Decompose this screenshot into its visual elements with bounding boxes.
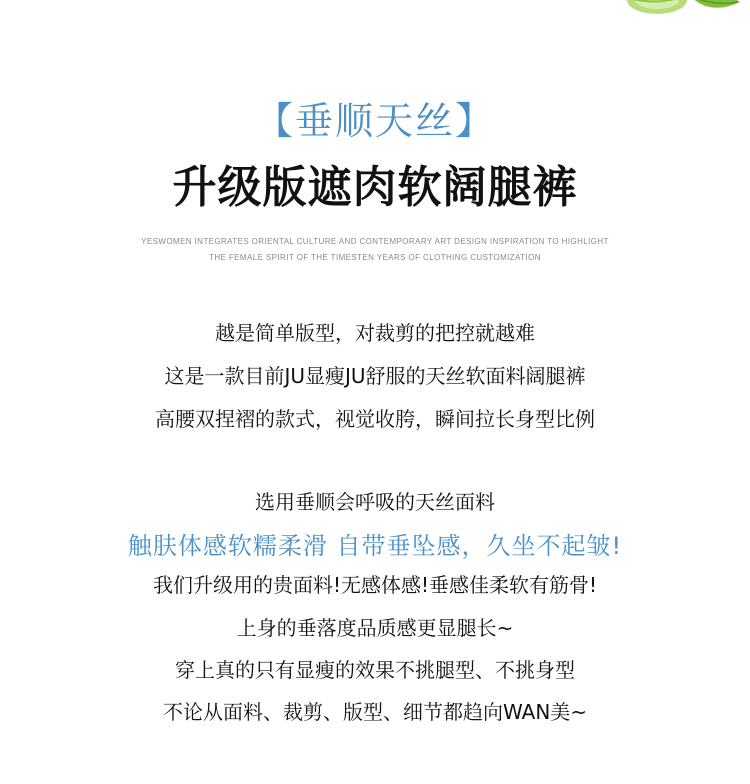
leaf-decoration-icon [690,0,750,16]
description-line: 越是简单版型，对裁剪的把控就越难 [215,321,535,345]
description-line: 穿上真的只有显瘦的效果不挑腿型、不挑身型 [175,658,575,682]
english-tagline-line-1: YESWOMEN INTEGRATES ORIENTAL CULTURE AND CONTEMPORARY ART DESIGN INSPIRATION TO HIGHLIGHT [141,237,609,246]
description-line: 我们升级用的贵面料!无感体感!垂感佳柔软有筋骨! [152,573,598,597]
page-title: 升级版遮肉软阔腿裤 [172,162,578,213]
description-line: 这是一款目前JU显瘦JU舒服的天丝软面料阔腿裤 [164,364,586,388]
description-line: 高腰双捏褶的款式，视觉收胯，瞬间拉长身型比例 [155,407,595,431]
leaf-decoration-icon [622,0,692,18]
fabric-intro-line: 选用垂顺会呼吸的天丝面料 [255,490,495,514]
highlight-line: 触肤体感软糯柔滑 自带垂坠感，久坐不起皱! [127,532,623,560]
description-line: 不论从面料、裁剪、版型、细节都趋向WAN美~ [162,700,588,724]
english-tagline-line-2: THE FEMALE SPIRIT OF THE TIMESTEN YEARS OF CLOTHING CUSTOMIZATION [209,253,541,262]
page-subtitle: 【垂顺天丝】 [254,99,495,143]
description-line: 上身的垂落度品质感更显腿长~ [236,616,514,640]
